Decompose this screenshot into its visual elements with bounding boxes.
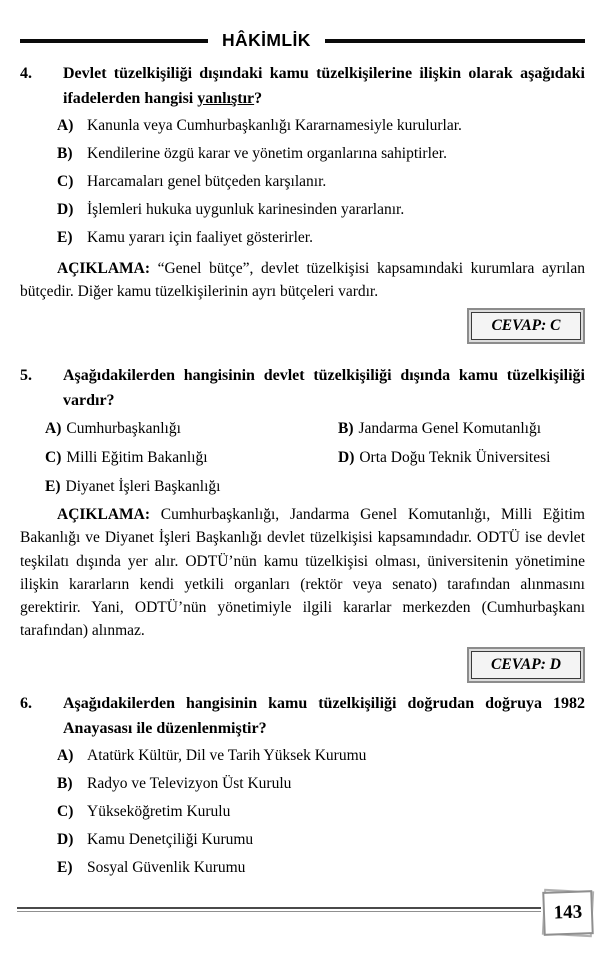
- explanation-label: AÇIKLAMA:: [57, 260, 150, 277]
- option-text: Orta Doğu Teknik Üniversitesi: [359, 449, 551, 466]
- option-letter: D): [338, 449, 355, 466]
- option-text: Diyanet İşleri Başkanlığı: [65, 478, 221, 495]
- option-text: Sosyal Güvenlik Kurumu: [87, 859, 246, 876]
- option-text: Harcamaları genel bütçeden karşılanır.: [87, 173, 327, 190]
- option-text: Atatürk Kültür, Dil ve Tarih Yüksek Kurumu: [87, 747, 367, 764]
- question-number: 4.: [20, 65, 32, 82]
- answer-box: [467, 308, 585, 344]
- header-rule-right: [325, 39, 585, 43]
- explanation: [20, 257, 585, 304]
- answer-row: [20, 647, 585, 683]
- question-text: [63, 61, 585, 111]
- underlined-word: yanlıştır: [197, 90, 255, 107]
- option-row-d: [57, 201, 585, 219]
- options-list: [57, 747, 585, 877]
- explanation-text: Cumhurbaşkanlığı, Jandarma Genel Komutanlığı, Milli Eğitim Bakanlığı ve Diyanet İşleri Başkanlığı devlet tüzelkişisi kapsamındadır. ODTÜ ise devlet teşkilatı dışında yer alır. ODTÜ’nün kamu tüzelkişisi olması, üniversitenin yönetimine ilişkin kararların kendi yetkili organları (rektör veya senato) tarafından alınmasını gerektirir. Yani, ODTÜ’nün yönetimiyle ilgili kararlar merkezden (Cumhurbaşkanı tarafından) alınmaz.: [20, 506, 585, 640]
- question-6-head: [20, 691, 585, 741]
- option-letter: B): [57, 145, 73, 162]
- option-letter: B): [57, 775, 73, 792]
- option-row-a: [57, 117, 585, 135]
- option-row-c: [57, 173, 585, 191]
- question-text-before: Devlet tüzelkişiliği dışındaki kamu tüzelkişilerine ilişkin olarak aşağıdaki ifadelerden hangisi: [63, 65, 585, 107]
- question-text-before: Aşağıdakilerden hangisinin devlet tüzelkişiliği dışında kamu tüzelkişiliği vardır?: [63, 367, 585, 409]
- question-6: [20, 691, 585, 887]
- question-text-after: ?: [254, 90, 263, 107]
- option-row-e: [57, 229, 585, 247]
- question-text: [63, 363, 585, 413]
- option-letter: C): [45, 449, 62, 466]
- question-5: [20, 363, 585, 683]
- option-letter: A): [57, 747, 74, 764]
- option-text: Kamu yararı için faaliyet gösterirler.: [87, 229, 313, 246]
- option-row-e: [57, 859, 585, 877]
- page-number-badge: [543, 890, 593, 936]
- option-row-c: [45, 449, 338, 467]
- option-row-b: [338, 420, 585, 438]
- question-number: 6.: [20, 695, 32, 712]
- option-row-a: [57, 747, 585, 765]
- answer-row: [20, 308, 585, 344]
- page-footer: [17, 888, 593, 942]
- page-number: 143: [542, 890, 594, 936]
- option-row-b: [57, 775, 585, 793]
- question-number: 5.: [20, 367, 32, 384]
- option-letter: A): [57, 117, 74, 134]
- option-text: Kanunla veya Cumhurbaşkanlığı Kararnamesiyle kurulurlar.: [87, 117, 462, 134]
- options-grid: [45, 420, 585, 496]
- option-text: Milli Eğitim Bakanlığı: [66, 449, 208, 466]
- question-4-head: [20, 61, 585, 111]
- answer-label: CEVAP: C: [471, 312, 581, 340]
- question-text: [63, 691, 585, 741]
- explanation-label: AÇIKLAMA:: [57, 506, 150, 523]
- page-title: HÂKİMLİK: [222, 30, 311, 50]
- answer-box: [467, 647, 585, 683]
- explanation-text: “Genel bütçe”, devlet tüzelkişisi kapsamındaki kurumlara ayrılan bütçedir. Diğer kamu tüzelkişilerinin ayrı bütçeleri vardır.: [20, 260, 585, 301]
- option-row-d: [338, 449, 585, 467]
- option-row-e: [45, 478, 338, 496]
- option-letter: E): [45, 478, 61, 495]
- option-letter: E): [57, 859, 73, 876]
- option-row-b: [57, 145, 585, 163]
- header-rule-left: [20, 39, 208, 43]
- option-text: Kendilerine özgü karar ve yönetim organlarına sahiptirler.: [87, 145, 447, 162]
- option-row-a: [45, 420, 338, 438]
- option-text: Jandarma Genel Komutanlığı: [358, 420, 542, 437]
- option-letter: C): [57, 173, 74, 190]
- page-header: [20, 30, 585, 51]
- option-letter: A): [45, 420, 62, 437]
- option-letter: D): [57, 201, 74, 218]
- option-row-c: [57, 803, 585, 821]
- option-text: Yükseköğretim Kurulu: [87, 803, 231, 820]
- question-5-head: [20, 363, 585, 413]
- explanation: [20, 503, 585, 643]
- option-text: Kamu Denetçiliği Kurumu: [87, 831, 254, 848]
- option-text: İşlemleri hukuka uygunluk karinesinden yararlanır.: [87, 201, 405, 218]
- footer-rule: [17, 907, 541, 912]
- question-text-before: Aşağıdakilerden hangisinin kamu tüzelkişiliği doğrudan doğruya 1982 Anayasası ile düzenlenmiştir?: [63, 695, 585, 737]
- answer-label: CEVAP: D: [471, 651, 581, 679]
- option-letter: C): [57, 803, 74, 820]
- option-row-d: [57, 831, 585, 849]
- option-text: Cumhurbaşkanlığı: [66, 420, 181, 437]
- option-letter: E): [57, 229, 73, 246]
- options-list: [57, 117, 585, 247]
- option-letter: D): [57, 831, 74, 848]
- option-letter: B): [338, 420, 354, 437]
- question-4: [20, 61, 585, 344]
- option-text: Radyo ve Televizyon Üst Kurulu: [87, 775, 292, 792]
